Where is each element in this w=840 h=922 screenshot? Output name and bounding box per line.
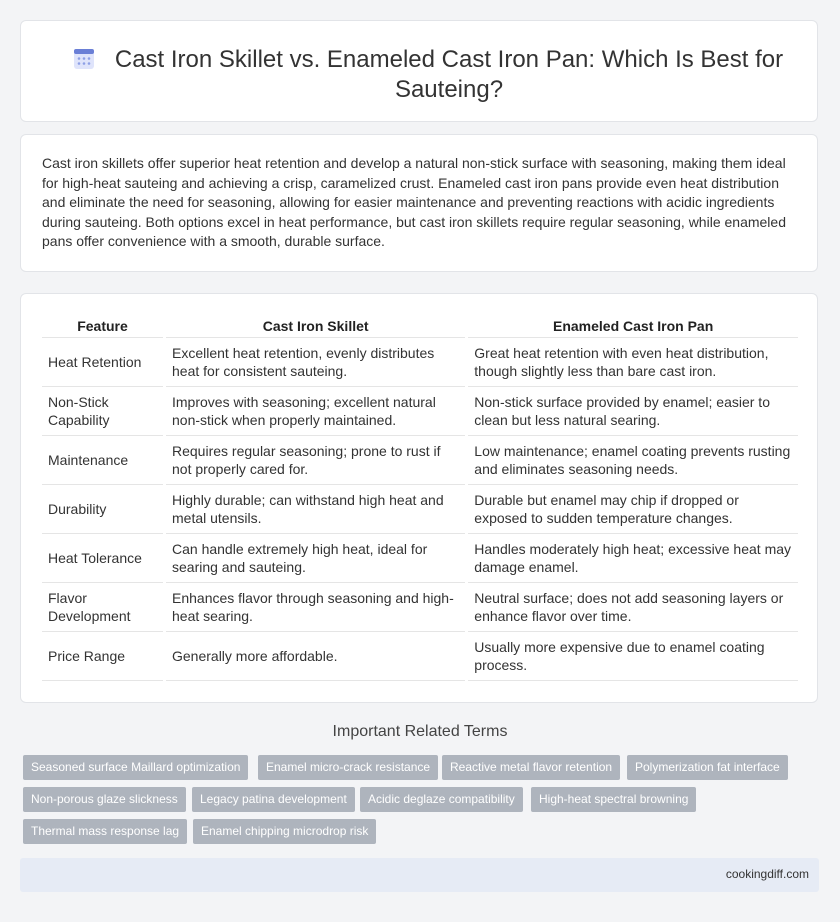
enameled-cell: Low maintenance; enamel coating prevents rusting and eliminates seasoning needs. bbox=[467, 436, 798, 485]
tag-link[interactable]: Reactive metal flavor retention bbox=[442, 755, 620, 780]
table-header-row bbox=[42, 315, 798, 338]
footer-site-link[interactable]: cookingdiff.com bbox=[725, 867, 809, 881]
cast-iron-cell: Generally more affordable. bbox=[165, 632, 467, 681]
feature-cell: Price Range bbox=[42, 632, 165, 681]
feature-cell: Maintenance bbox=[42, 436, 165, 485]
tag-link[interactable]: Acidic deglaze compatibility bbox=[360, 787, 523, 812]
title-card bbox=[20, 20, 818, 122]
feature-cell: Non-Stick Capability bbox=[42, 387, 165, 436]
tag-link[interactable]: Legacy patina development bbox=[192, 787, 355, 812]
page-title: Cast Iron Skillet vs. Enameled Cast Iron Pan: Which Is Best for Sauteing? bbox=[114, 46, 784, 103]
intro-paragraph: Cast iron skillets offer superior heat retention and develop a natural non-stick surface with seasoning, making them ideal for high-heat sauteing and achieving a crisp, caramelized crust. Enameled cast iron pans provide even heat distribution and eliminate the need for seasoning, allowing for easier maintenance and preventing reactions with acidic ingredients during sauteing. Both options excel in heat performance, but cast iron skillets require regular seasoning, while enameled pans offer convenience with a smooth, durable surface. bbox=[42, 155, 786, 249]
feature-cell: Heat Retention bbox=[42, 338, 165, 387]
header-enameled: Enameled Cast Iron Pan bbox=[467, 315, 798, 338]
tag-link[interactable]: Non-porous glaze slickness bbox=[23, 787, 186, 812]
table-row bbox=[42, 485, 798, 534]
cast-iron-cell: Enhances flavor through seasoning and high-heat searing. bbox=[165, 583, 467, 632]
cast-iron-cell: Highly durable; can withstand high heat and metal utensils. bbox=[165, 485, 467, 534]
table-row bbox=[42, 338, 798, 387]
related-terms-heading: Important Related Terms bbox=[332, 723, 508, 740]
header-cast-iron: Cast Iron Skillet bbox=[165, 315, 467, 338]
table-row bbox=[42, 436, 798, 485]
footer bbox=[20, 858, 819, 892]
tag-link[interactable]: Enamel micro-crack resistance bbox=[258, 755, 438, 780]
tag-link[interactable]: Thermal mass response lag bbox=[23, 819, 187, 844]
tag-link[interactable]: Enamel chipping microdrop risk bbox=[193, 819, 376, 844]
tag-link[interactable]: Polymerization fat interface bbox=[627, 755, 788, 780]
feature-cell: Heat Tolerance bbox=[42, 534, 165, 583]
cast-iron-cell: Excellent heat retention, evenly distributes heat for consistent sauteing. bbox=[165, 338, 467, 387]
feature-cell: Flavor Development bbox=[42, 583, 165, 632]
intro-card bbox=[20, 134, 818, 272]
cast-iron-cell: Can handle extremely high heat, ideal for searing and sauteing. bbox=[165, 534, 467, 583]
enameled-cell: Usually more expensive due to enamel coating process. bbox=[467, 632, 798, 681]
comparison-card bbox=[20, 293, 818, 703]
table-row bbox=[42, 387, 798, 436]
table-row bbox=[42, 632, 798, 681]
cast-iron-cell: Improves with seasoning; excellent natural non-stick when properly maintained. bbox=[165, 387, 467, 436]
enameled-cell: Durable but enamel may chip if dropped or exposed to sudden temperature changes. bbox=[467, 485, 798, 534]
enameled-cell: Handles moderately high heat; excessive heat may damage enamel. bbox=[467, 534, 798, 583]
header-feature: Feature bbox=[42, 315, 165, 338]
comparison-table bbox=[42, 315, 798, 681]
tag-link[interactable]: High-heat spectral browning bbox=[531, 787, 696, 812]
feature-cell: Durability bbox=[42, 485, 165, 534]
enameled-cell: Great heat retention with even heat distribution, though slightly less than bare cast iron. bbox=[467, 338, 798, 387]
enameled-cell: Neutral surface; does not add seasoning layers or enhance flavor over time. bbox=[467, 583, 798, 632]
table-row bbox=[42, 583, 798, 632]
enameled-cell: Non-stick surface provided by enamel; easier to clean but less natural searing. bbox=[467, 387, 798, 436]
table-row bbox=[42, 534, 798, 583]
document-icon bbox=[73, 48, 95, 70]
cast-iron-cell: Requires regular seasoning; prone to rust if not properly cared for. bbox=[165, 436, 467, 485]
tag-link[interactable]: Seasoned surface Maillard optimization bbox=[23, 755, 248, 780]
